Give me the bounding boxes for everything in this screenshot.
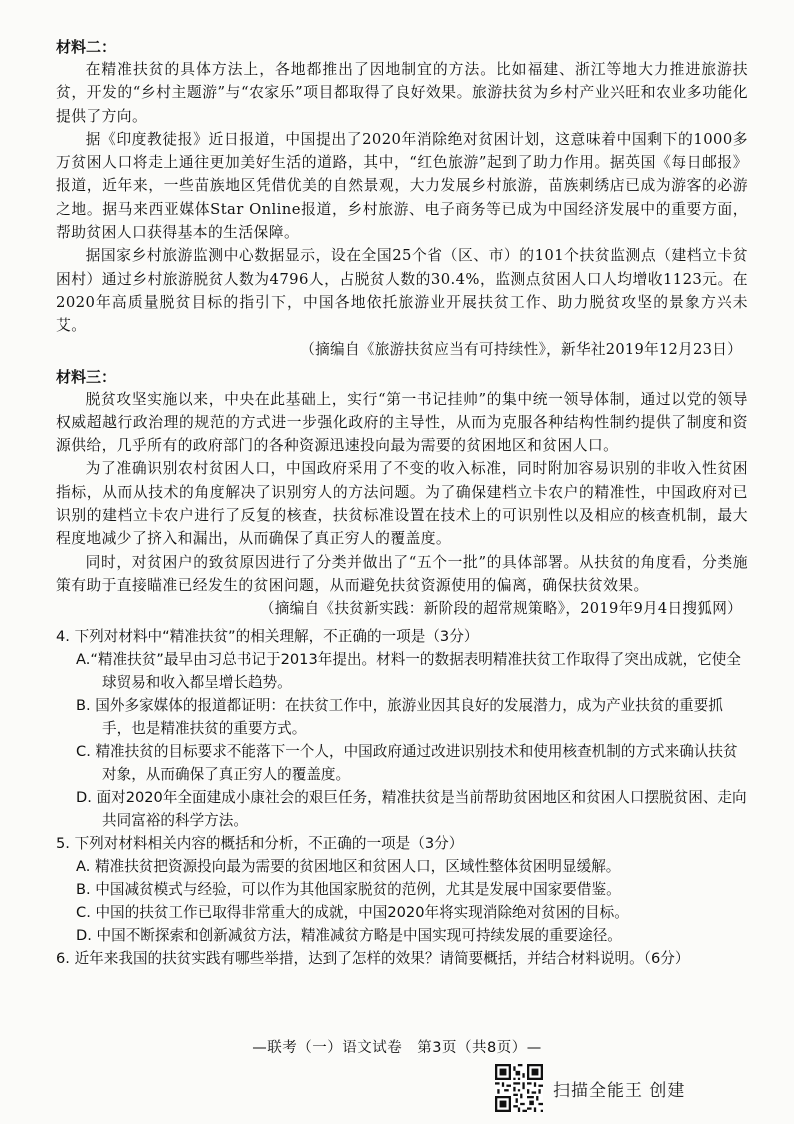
material2-para-1: 在精准扶贫的具体方法上，各地都推出了因地制宜的方法。比如福建、浙江等地大力推进旅游扶贫，开发的“乡村主题游”与“农家乐”项目都取得了良好效果。旅游扶贫为乡村产业兴旺和农业多功能化提供了方向。 xyxy=(56,61,748,125)
material3-source: （摘编自《扶贫新实践：新阶段的超常规策略》，2019年9月4日搜狐网） xyxy=(259,600,742,618)
material2-title: 材料二： xyxy=(56,38,117,56)
material3-title: 材料三： xyxy=(56,367,117,386)
material2-para-3: 据国家乡村旅游监测中心数据显示，设在全国25个省（区、市）的101个扶贫监测点（建档立卡贫困村）通过乡村旅游脱贫人数为4796人，占脱贫人数的30.4%，监测点贫困人口人均增收1123元。在2020年高质量脱贫目标的指引下，中国各地依托旅游业开展扶贫工作、助力脱贫攻坚的景象方兴未艾。 xyxy=(56,247,748,335)
question-6-stem: 6. 近年来我国的扶贫实践有哪些举措，达到了怎样的效果？请简要概括，并结合材料说明。（6分） xyxy=(56,950,690,968)
exam-page xyxy=(56,36,748,970)
scanner-watermark xyxy=(495,1063,685,1113)
question-4-stem: 4. 下列对材料中“精准扶贫”的相关理解，不正确的一项是（3分） xyxy=(56,628,479,646)
material3-para-3: 同时，对贫困户的致贫原因进行了分类并做出了“五个一批”的具体部署。从扶贫的角度看，分类施策有助于直接瞄准已经发生的贫困问题，从而避免扶贫资源使用的偏离，确保扶贫效果。 xyxy=(56,553,748,594)
question-5-option-d: D. 中国不断探索和创新减贫方法，精准减贫方略是中国实现可持续发展的重要途径。 xyxy=(76,927,622,945)
material2-source: （摘编自《旅游扶贫应当有可持续性》，新华社2019年12月23日） xyxy=(300,340,742,358)
question-5-option-b: B. 中国减贫模式与经验，可以作为其他国家脱贫的范例，尤其是发展中国家要借鉴。 xyxy=(76,881,621,899)
question-5-option-a: A. 精准扶贫把资源投向最为需要的贫困地区和贫困人口，区域性整体贫困明显缓解。 xyxy=(76,858,621,876)
material2-para-2: 据《印度教徒报》近日报道，中国提出了2020年消除绝对贫困计划，这意味着中国剩下的1000多万贫困人口将走上通往更加美好生活的道路，其中，“红色旅游”起到了助力作用。据英国《每日邮报》报道，近年来，一些苗族地区凭借优美的自然景观，大力发展乡村旅游，苗族刺绣店已成为游客的必游之地。据马来西亚媒体Star Online报道，乡村旅游、电子商务等已成为中国经济发展中的重要方面，帮助贫困人口获得基本的生活保障。 xyxy=(56,130,748,242)
material3-para-1: 脱贫攻坚实施以来，中央在此基础上，实行“第一书记挂帅”的集中统一领导体制，通过以党的领导权威超越行政治理的规范的方式进一步强化政府的主导性，从而为克服各种结构性制约提供了制度和资源供给，几乎所有的政府部门的各种资源迅速投向最为需要的贫困地区和贫困人口。 xyxy=(56,390,748,455)
question-5-option-c: C. 中国的扶贫工作已取得非常重大的成就，中国2020年将实现消除绝对贫困的目标。 xyxy=(76,904,629,922)
question-5-stem: 5. 下列对材料相关内容的概括和分析，不正确的一项是（3分） xyxy=(56,835,464,853)
scanner-brand-text: 扫描全能王 创建 xyxy=(553,1080,686,1101)
page-footer: —联考（一）语文试卷 第3页（共8页）— xyxy=(252,1040,542,1056)
question-4-option-d: D. 面对2020年全面建成小康社会的艰巨任务，精准扶贫是当前帮助贫困地区和贫困人口摆脱贫困、走向共同富裕的科学方法。 xyxy=(76,789,747,830)
material3-para-2: 为了准确识别农村贫困人口，中国政府采用了不变的收入标准，同时附加容易识别的非收入性贫困指标，从而从技术的角度解决了识别穷人的方法问题。为了确保建档立卡农户的精准性，中国政府对已识别的建档立卡农户进行了反复的核查，扶贫标准设置在技术上的可识别性以及相应的核查机制，最大程度地减少了挤入和漏出，从而确保了真正穷人的覆盖度。 xyxy=(56,460,748,548)
qr-code-icon xyxy=(495,1064,543,1112)
question-4-option-a: A.“精准扶贫”最早由习总书记于2013年提出。材料一的数据表明精准扶贫工作取得了突出成就，它使全球贸易和收入都呈增长趋势。 xyxy=(76,651,741,692)
question-4-option-c: C. 精准扶贫的目标要求不能落下一个人，中国政府通过改进识别技术和使用核查机制的方式来确认扶贫对象，从而确保了真正穷人的覆盖度。 xyxy=(76,743,738,784)
question-4-option-b: B. 国外多家媒体的报道都证明：在扶贫工作中，旅游业因其良好的发展潜力，成为产业扶贫的重要抓手，也是精准扶贫的重要方式。 xyxy=(76,697,723,738)
